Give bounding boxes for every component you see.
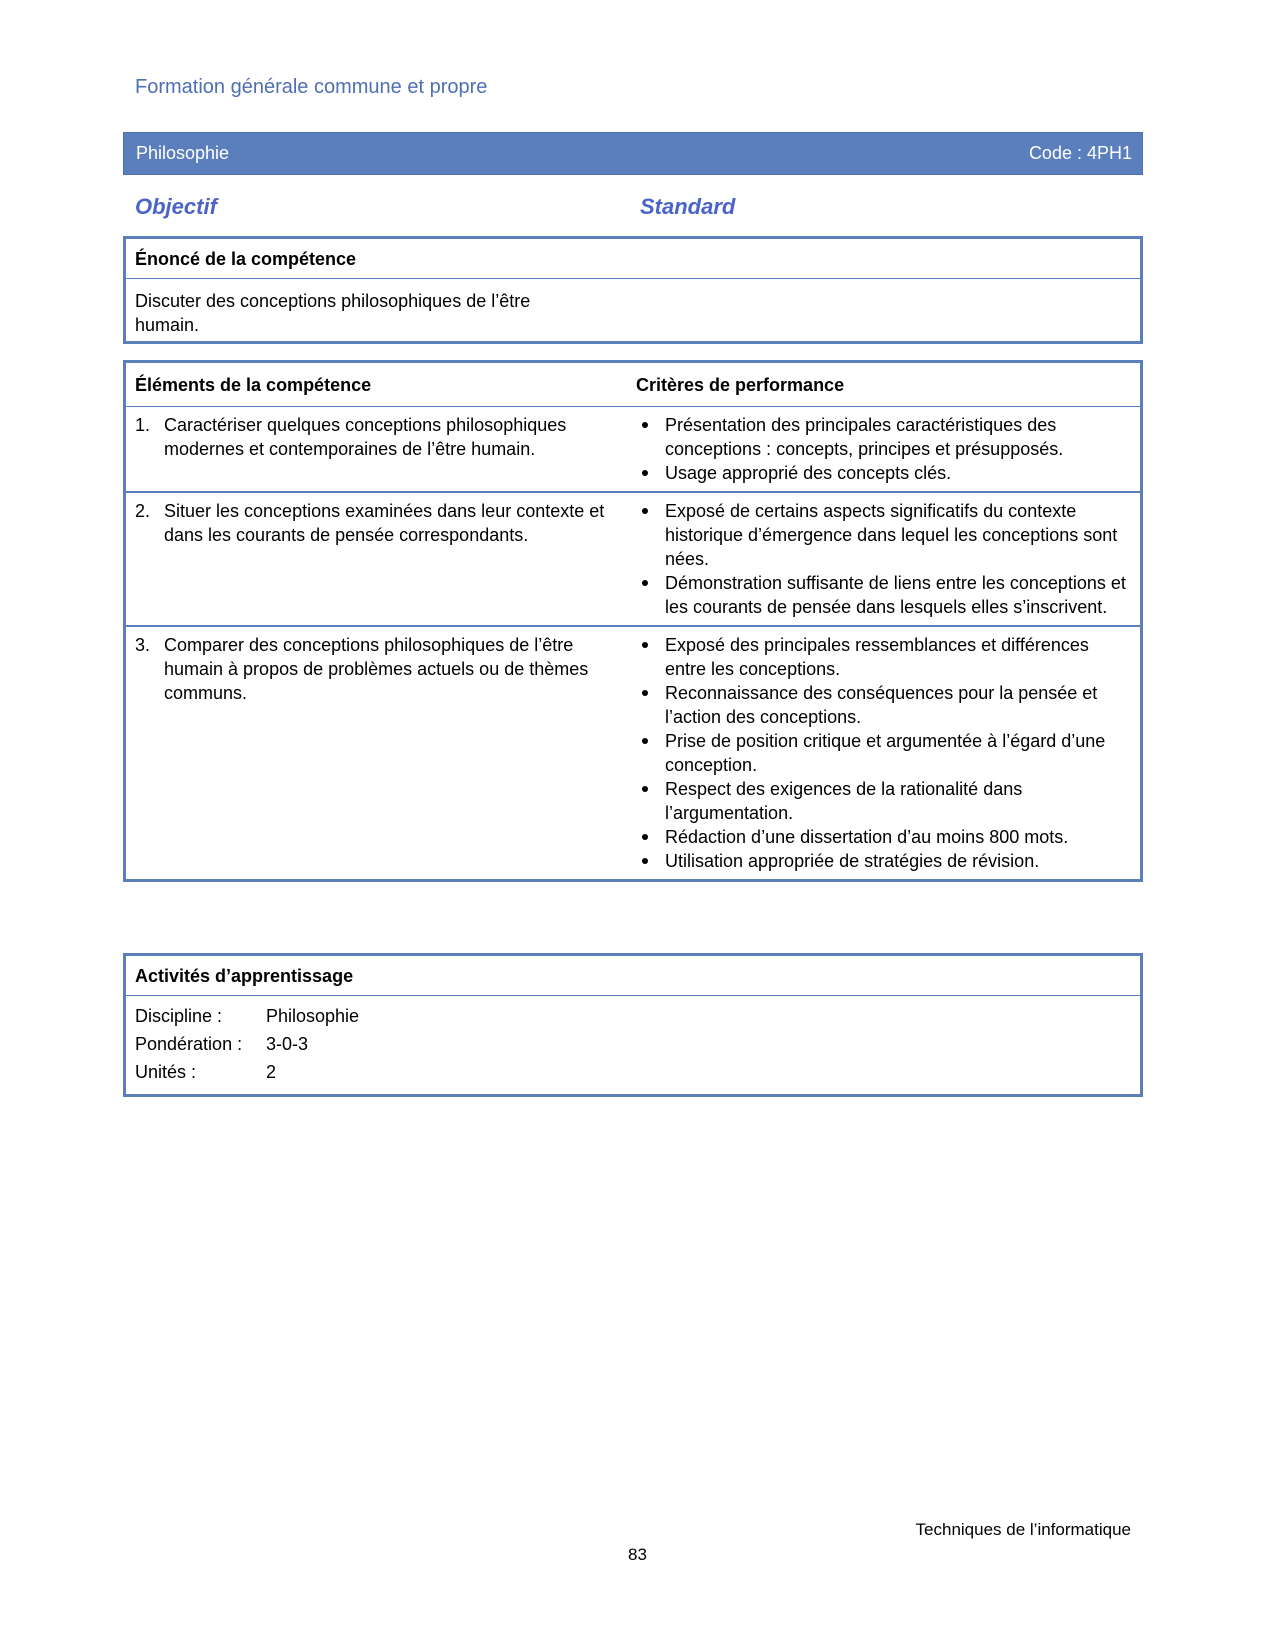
element-number: 1. (135, 415, 151, 435)
list-item: Utilisation appropriée de stratégies de révision. (636, 849, 1130, 873)
ponderation-value: 3-0-3 (266, 1034, 309, 1054)
discipline-label: Discipline : (135, 1006, 223, 1026)
enonce-title: Énoncé de la compétence (126, 239, 1140, 279)
objectif-heading: Objectif (135, 194, 217, 219)
unites-value: 2 (266, 1062, 277, 1082)
element-text: Caractériser quelques conceptions philosophiques modernes et contemporaines de l’être humain. (164, 415, 567, 459)
unites-label: Unités : (135, 1062, 197, 1082)
element-item (135, 633, 636, 705)
bullet-icon (636, 777, 665, 825)
course-bar (123, 132, 1143, 175)
criteria-list (636, 499, 1130, 619)
enonce-text: Discuter des conceptions philosophiques de l’être humain. (135, 291, 531, 335)
list-item: Présentation des principales caractéristiques des conceptions : concepts, principes et présupposés. (636, 413, 1130, 461)
bullet-icon (636, 633, 665, 681)
list-item: Exposé de certains aspects significatifs du contexte historique d’émergence dans lequel les conceptions sont nées. (636, 499, 1130, 571)
bullet-icon (636, 681, 665, 729)
activites-title: Activités d’apprentissage (126, 956, 1140, 996)
program-footer: Techniques de l’informatique (915, 1520, 1131, 1539)
criteria-list (636, 633, 1130, 873)
standard-heading: Standard (640, 194, 736, 219)
bullet-icon (636, 849, 665, 873)
elements-header: Éléments de la compétence (135, 375, 372, 395)
list-item: Usage approprié des concepts clés. (636, 461, 1130, 485)
element-item (135, 499, 636, 547)
bullet-icon (636, 825, 665, 849)
element-text: Situer les conceptions examinées dans leur contexte et dans les courants de pensée correspondants. (164, 501, 605, 545)
bullet-icon (636, 499, 665, 571)
bullet-icon (636, 413, 665, 461)
list-item: Démonstration suffisante de liens entre les conceptions et les courants de pensée dans lesquels elles s’inscrivent. (636, 571, 1130, 619)
ponderation-label: Pondération : (135, 1034, 243, 1054)
bullet-icon (636, 461, 665, 485)
enonce-box (123, 236, 1143, 344)
list-item: Reconnaissance des conséquences pour la pensée et l’action des conceptions. (636, 681, 1130, 729)
element-text: Comparer des conceptions philosophiques de l’être humain à propos de problèmes actuels ou de thèmes communs. (164, 635, 589, 703)
list-item: Respect des exigences de la rationalité dans l’argumentation. (636, 777, 1130, 825)
table-row (126, 493, 1140, 627)
ponderation-line (135, 1030, 1131, 1058)
course-code: Code : 4PH1 (1028, 143, 1132, 163)
competence-table (123, 360, 1143, 882)
element-number: 2. (135, 501, 151, 521)
activites-box (123, 953, 1143, 1097)
discipline-value: Philosophie (266, 1006, 360, 1026)
page-number: 83 (628, 1545, 647, 1564)
table-row (126, 627, 1140, 879)
table-header (126, 363, 1140, 407)
bullet-icon (636, 571, 665, 619)
bullet-icon (636, 729, 665, 777)
table-row (126, 407, 1140, 493)
unites-line (135, 1058, 1131, 1086)
list-item: Prise de position critique et argumentée à l’égard d’une conception. (636, 729, 1130, 777)
course-name: Philosophie (136, 143, 230, 163)
discipline-line (135, 1002, 1131, 1030)
list-item: Rédaction d’une dissertation d’au moins 800 mots. (636, 825, 1130, 849)
criteria-list (636, 413, 1130, 485)
list-item: Exposé des principales ressemblances et différences entre les conceptions. (636, 633, 1130, 681)
element-item (135, 413, 636, 461)
element-number: 3. (135, 635, 151, 655)
section-title: Formation générale commune et propre (135, 76, 488, 98)
criteres-header: Critères de performance (636, 375, 845, 395)
